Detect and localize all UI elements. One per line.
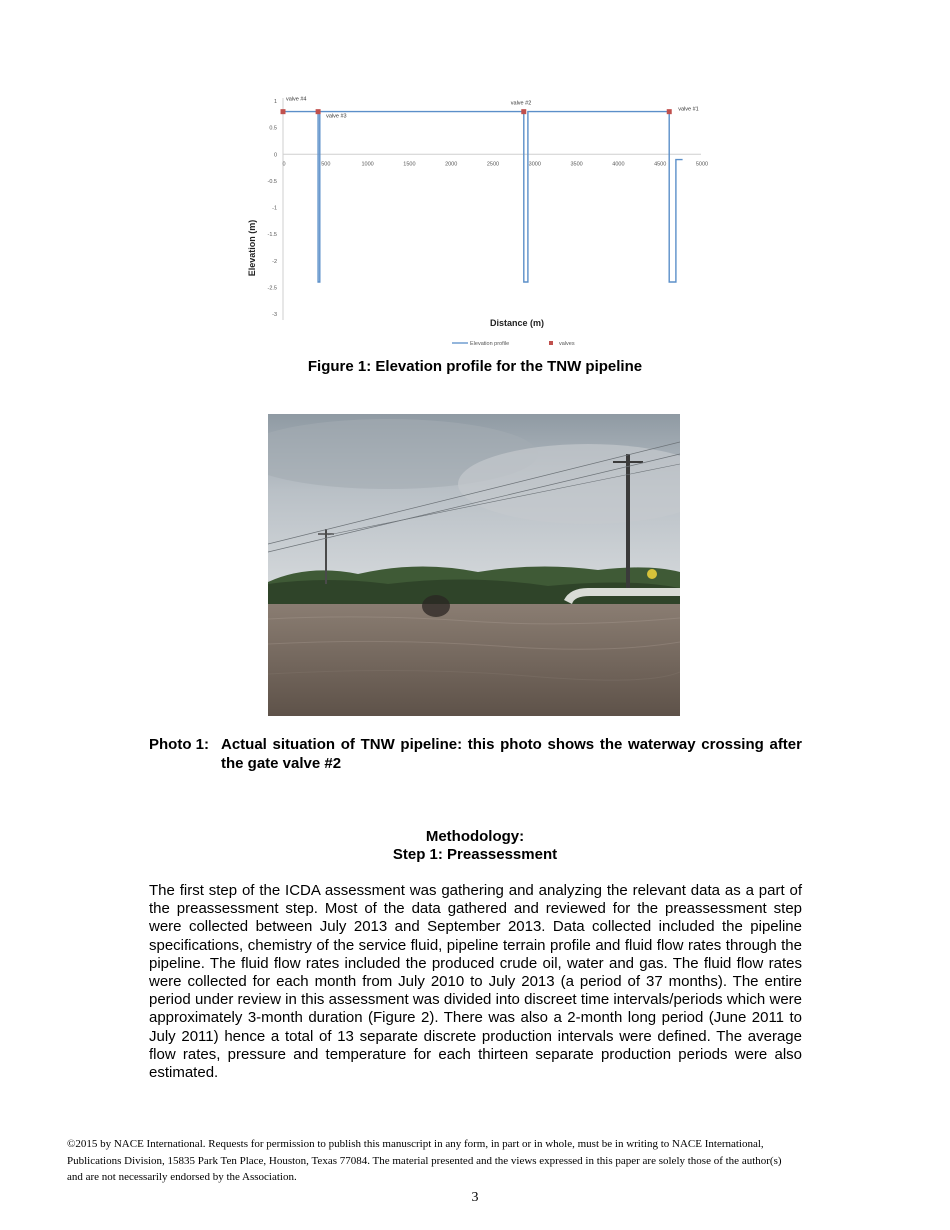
figure-1-caption: Figure 1: Elevation profile for the TNW pipeline <box>307 358 643 375</box>
waterway-photo <box>268 414 680 716</box>
x-tick-label: 0 <box>282 161 286 168</box>
y-tick-label: 0.5 <box>269 125 277 132</box>
x-tick-label: 1500 <box>403 161 416 168</box>
page-number: 3 <box>471 1190 479 1205</box>
valve-marker <box>281 109 286 114</box>
y-tick-label: -1.5 <box>267 232 277 239</box>
x-tick-labels <box>282 161 708 167</box>
y-axis-label: Elevation (m) <box>247 219 257 277</box>
legend-valves-label: valves <box>559 341 575 347</box>
y-tick-labels <box>268 99 277 318</box>
photo-1-caption-text: Actual situation of TNW pipeline: this photo shows the waterway crossing after the gate valve #2 <box>221 736 802 772</box>
x-tick-label: 2500 <box>486 161 500 168</box>
valve-label: valve #4 <box>286 96 307 103</box>
valve-markers <box>281 97 699 120</box>
x-tick-label: 1000 <box>361 161 374 168</box>
y-tick-label: 0 <box>273 152 277 159</box>
x-tick-label: 2000 <box>445 161 458 168</box>
section-heading: Methodology: <box>425 828 525 845</box>
valve-label: valve #3 <box>326 113 347 120</box>
elevation-profile-line <box>283 112 683 282</box>
x-axis-label: Distance (m) <box>489 318 545 328</box>
x-tick-label: 4000 <box>612 161 625 168</box>
x-tick-label: 5000 <box>695 161 709 168</box>
y-tick-label: 1 <box>273 99 277 105</box>
x-tick-label: 4500 <box>654 161 667 168</box>
y-tick-label: -0.5 <box>267 178 277 185</box>
photo-1-label: Photo 1: <box>149 736 209 753</box>
y-tick-label: -2 <box>272 258 277 265</box>
x-tick-label: 500 <box>321 161 331 168</box>
elevation-profile-chart <box>243 90 713 352</box>
photo-1-caption <box>149 735 802 773</box>
valve-marker <box>667 109 672 114</box>
valve-label: valve #1 <box>678 106 699 113</box>
legend-elevation-label: Elevation profile <box>470 341 510 347</box>
body-paragraph: The first step of the ICDA assessment was gathering and analyzing the relevant data as a part of the preassessment step. Most of the data gathered and reviewed for the preassessment step were collected between July 2013 and September 2013. Data collected included the pipeline specifications, chemistry of the service fluid, pipeline terrain profile and fluid flow rates through the pipeline. The fluid flow rates included the produced crude oil, water and gas. The fluid flow rates were collected for each month from July 2010 to July 2013 (a period of 37 months). The entire period under review in this assessment was divided into discreet time intervals/periods which were approximately 3-month duration (Figure 2). There was also a 2-month long period (June 2011 to July 2011) hence a total of 13 separate discrete production intervals were defined. The average flow rates, pressure and temperature for each thirteen separate production periods were also estimated. <box>149 882 802 1082</box>
y-tick-label: -3 <box>272 312 277 318</box>
section-subheading: Step 1: Preassessment <box>392 846 558 863</box>
series-lines <box>283 112 683 282</box>
legend <box>452 341 575 347</box>
valve-label: valve #2 <box>510 100 532 107</box>
valve-marker <box>521 109 526 114</box>
legend-valve-swatch <box>549 341 553 345</box>
x-tick-label: 3500 <box>570 161 583 168</box>
x-tick-label: 3000 <box>528 161 541 168</box>
y-tick-label: -1 <box>272 205 277 212</box>
copyright-footer: ©2015 by NACE International. Requests for permission to publish this manuscript in any form, in part or in whole, must be in writing to NACE International, Publications Division, 15835 Park Ten Place, Houston, Texas 77084. The material presented and the views expressed in this paper are solely those of the author(s) and are not necessarily endorsed by the Association. <box>67 1138 782 1183</box>
y-tick-label: -2.5 <box>267 285 277 292</box>
valve-marker <box>316 109 321 114</box>
